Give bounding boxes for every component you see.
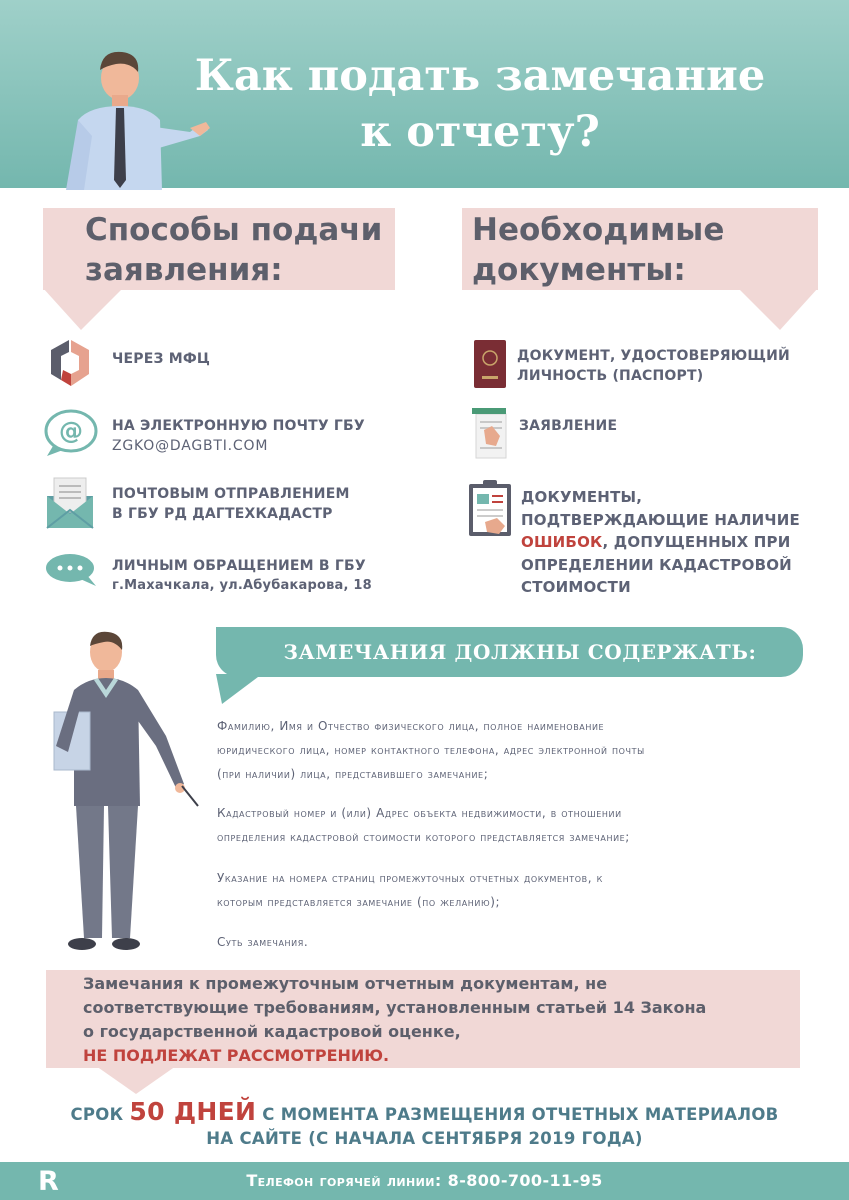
method-personal: [112, 556, 372, 596]
deadline-days: 50 ДНЕЙ: [129, 1097, 257, 1126]
doc-passport-line-2: ЛИЧНОСТЬ (ПАСПОРТ): [517, 368, 704, 384]
deadline-post: С МОМЕНТА РАЗМЕЩЕНИЯ ОТЧЕТНЫХ МАТЕРИАЛОВ: [262, 1105, 779, 1124]
requirement-cadastral: [217, 801, 630, 849]
title-line-2: к отчету?: [360, 107, 600, 157]
chat-bubble-icon: [44, 552, 98, 588]
documents-title-line-2: документы:: [472, 252, 686, 288]
requirement-identity-line-3: (при наличии) лица, представившего замечание;: [217, 767, 489, 781]
doc-error-line-3: [521, 531, 800, 554]
method-email-address[interactable]: ZGKO@DAGBTI.COM: [112, 438, 269, 454]
deadline-line-1: [40, 1097, 809, 1127]
method-post-recipient: В ГБУ РД ДАГТЕХКАДАСТР: [112, 506, 333, 522]
method-mfc-label: ЧЕРЕЗ МФЦ: [112, 351, 211, 367]
doc-passport-line-1: ДОКУМЕНТ, УДОСТОВЕРЯЮЩИЙ: [517, 348, 790, 364]
method-email: [112, 416, 365, 456]
deadline-line-2: НА САЙТЕ (С НАЧАЛА СЕНТЯБРЯ 2019 ГОДА): [206, 1129, 643, 1148]
methods-header-tail: [43, 288, 123, 332]
warning-line-2: соответствующие требованиям, установленным статьей 14 Закона: [83, 998, 707, 1017]
man-holding-paper-illustration: [48, 628, 208, 960]
method-post: [112, 484, 350, 524]
doc-error-line-4: ОПРЕДЕЛЕНИИ КАДАСТРОВОЙ: [521, 555, 792, 574]
method-personal-label: ЛИЧНЫМ ОБРАЩЕНИЕМ В ГБУ: [112, 558, 366, 574]
requirement-identity: [217, 714, 645, 786]
method-personal-address: г.Махачкала, ул.Абубакарова, 18: [112, 578, 372, 593]
requirement-pages-line-1: Указание на номера страниц промежуточных отчетных документов, к: [217, 871, 603, 885]
clipboard-icon: [467, 478, 513, 538]
requirement-essence: [217, 930, 308, 954]
signing-document-icon: [470, 406, 510, 460]
mfc-logo-icon: [47, 338, 93, 390]
method-post-label: ПОЧТОВЫМ ОТПРАВЛЕНИЕМ: [112, 486, 350, 502]
doc-error-highlight: ОШИБОК: [521, 533, 603, 551]
documents-title-line-1: Необходимые: [472, 212, 725, 248]
warning-line-4: НЕ ПОДЛЕЖАТ РАССМОТРЕНИЮ.: [83, 1046, 390, 1065]
methods-title-line-2: заявления:: [85, 252, 283, 288]
must-contain-tail: [216, 674, 266, 706]
warning-line-1: Замечания к промежуточным отчетным документам, не: [83, 974, 608, 993]
requirement-essence-line-1: Суть замечания.: [217, 935, 309, 949]
title-line-1: Как подать замечание: [194, 51, 766, 101]
svg-text:@: @: [59, 417, 83, 445]
methods-title-line-1: Способы подачи: [85, 212, 383, 248]
deadline-notice: [40, 1097, 809, 1151]
doc-error-line-2: ПОДТВЕРЖДАЮЩИЕ НАЛИЧИЕ: [521, 510, 800, 529]
method-mfc: [112, 349, 210, 369]
method-email-label: НА ЭЛЕКТРОННУЮ ПОЧТУ ГБУ: [112, 418, 365, 434]
deadline-pre: СРОК: [70, 1105, 124, 1124]
at-sign-icon: [43, 408, 99, 458]
documents-title: [472, 210, 724, 290]
warning-line-3: о государственной кадастровой оценке,: [83, 1022, 461, 1041]
doc-error-line-1: ДОКУМЕНТЫ,: [521, 488, 643, 506]
warning-box-tail: [96, 1066, 176, 1096]
methods-title: [85, 210, 382, 290]
documents-header-tail: [738, 288, 818, 332]
requirement-cadastral-line-2: определения кадастровой стоимости которого представляется замечание;: [217, 830, 630, 844]
requirement-identity-line-2: юридического лица, номер контактного телефона, адрес электронной почты: [217, 743, 645, 757]
doc-application: [519, 416, 617, 436]
page-title: [180, 48, 780, 160]
requirement-pages-line-2: которым представляется замечание (по желанию);: [217, 895, 501, 909]
requirement-identity-line-1: Фамилию, Имя и Отчество физического лица, полное наименование: [217, 719, 605, 733]
logo-icon: R: [38, 1166, 59, 1197]
doc-passport: [517, 346, 790, 386]
hotline-label: Телефон горячей линии:: [246, 1171, 442, 1190]
hotline-phone[interactable]: 8-800-700-11-95: [447, 1171, 603, 1190]
doc-application-label: ЗАЯВЛЕНИЕ: [519, 418, 618, 434]
requirement-cadastral-line-1: Кадастровый номер и (или) Адрес объекта недвижимости, в отношении: [217, 806, 622, 820]
doc-error-line-5: СТОИМОСТИ: [521, 578, 631, 596]
hotline: [0, 1171, 849, 1190]
envelope-icon: [45, 476, 95, 530]
requirement-pages: [217, 866, 603, 914]
doc-error-evidence: [521, 486, 800, 599]
passport-icon: [472, 338, 508, 390]
must-contain-title: ЗАМЕЧАНИЯ ДОЛЖНЫ СОДЕРЖАТЬ:: [283, 640, 757, 664]
doc-error-line-3-rest: , ДОПУЩЕННЫХ ПРИ: [602, 533, 791, 551]
warning-text: [83, 972, 706, 1068]
